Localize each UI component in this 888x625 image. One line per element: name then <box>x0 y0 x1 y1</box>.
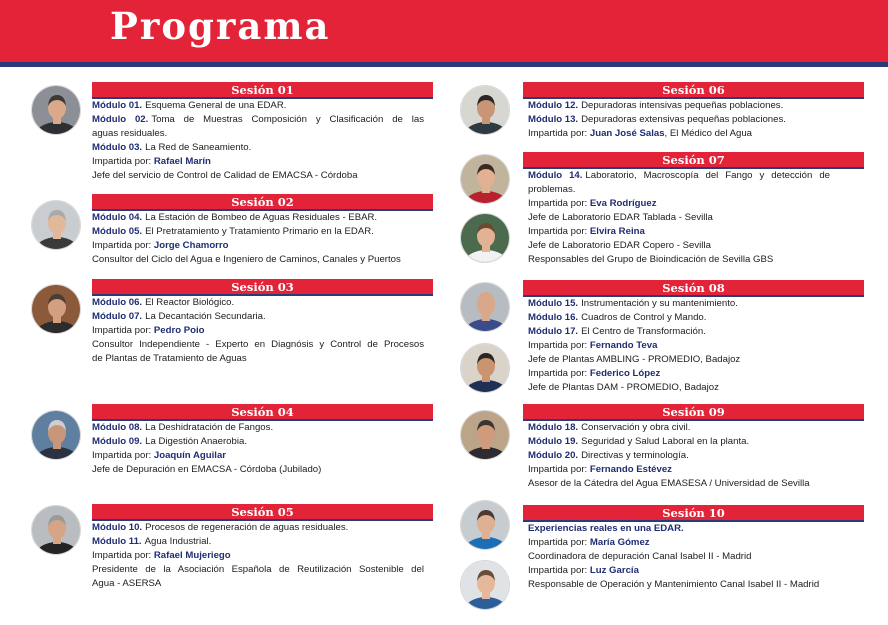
module-label: Módulo 14. <box>528 170 583 181</box>
session-content <box>528 169 830 267</box>
content-line <box>528 449 830 463</box>
content-line <box>528 211 830 225</box>
page-title: Programa <box>110 4 331 48</box>
speaker-name: Rafael Marín <box>153 156 211 167</box>
content-line <box>528 127 830 141</box>
content-line <box>92 239 424 253</box>
line-text: Conservación y obra civil. <box>581 422 691 433</box>
speaker-prefix: Impartida por: <box>528 565 588 576</box>
portrait-icon <box>461 283 510 332</box>
speaker-name: María Gómez <box>589 537 650 548</box>
session-header: Sesión 09 <box>523 404 864 421</box>
speaker-prefix: Impartida por: <box>528 128 588 139</box>
content-line <box>92 449 424 463</box>
session-content <box>92 99 424 183</box>
content-line <box>528 311 830 325</box>
module-label: Módulo 18. <box>528 422 579 433</box>
content-line <box>92 113 424 127</box>
speaker-photo <box>31 410 81 460</box>
content-line <box>528 99 830 113</box>
content-line <box>528 325 830 339</box>
speaker-affiliation: , El Médico del Agua <box>664 128 753 139</box>
session-header: Sesión 06 <box>523 82 864 99</box>
content-line <box>528 253 830 267</box>
content-line <box>528 564 830 578</box>
speaker-name: Jorge Chamorro <box>153 240 229 251</box>
line-text: Cuadros de Control y Mando. <box>581 312 707 323</box>
line-text: La Decantación Secundaria. <box>145 311 266 322</box>
content-line <box>528 463 830 477</box>
line-text: Laboratorio, Macroscopía del Fango y detección de <box>585 170 830 181</box>
speaker-name: Joaquín Aguilar <box>153 450 227 461</box>
session-header: Sesión 03 <box>92 279 433 296</box>
module-label: Módulo 08. <box>92 422 143 433</box>
module-label: Módulo 17. <box>528 326 579 337</box>
line-text: Jefe del servicio de Control de Calidad de EMACSA - Córdoba <box>92 170 358 181</box>
content-line <box>92 435 424 449</box>
module-label: Módulo 15. <box>528 298 579 309</box>
session-header: Sesión 02 <box>92 194 433 211</box>
content-line <box>92 521 424 535</box>
speaker-photo <box>460 282 510 332</box>
module-label: Módulo 07. <box>92 311 143 322</box>
line-text: Instrumentación y su mantenimiento. <box>581 298 738 309</box>
speaker-photo <box>31 284 81 334</box>
speaker-name: Juan José Salas <box>589 128 665 139</box>
line-text: La Estación de Bombeo de Aguas Residuales - EBAR. <box>145 212 378 223</box>
content-line <box>92 352 424 366</box>
content-line <box>92 127 424 141</box>
line-text: Seguridad y Salud Laboral en la planta. <box>581 436 750 447</box>
module-label: Módulo 09. <box>92 436 143 447</box>
speaker-photo <box>460 343 510 393</box>
speaker-prefix: Impartida por: <box>528 226 588 237</box>
content-line <box>92 155 424 169</box>
speaker-photo <box>31 505 81 555</box>
line-text: Presidente de la Asociación Española de Reutilización Sostenible del <box>92 564 424 575</box>
session-content <box>92 296 424 366</box>
portrait-icon <box>32 411 81 460</box>
speaker-name: Federico López <box>589 368 661 379</box>
content-line <box>92 296 424 310</box>
content-line <box>92 463 424 477</box>
content-line <box>528 239 830 253</box>
line-text: Jefe de Laboratorio EDAR Copero - Sevilla <box>528 240 711 251</box>
speaker-photo <box>31 85 81 135</box>
line-text: Jefe de Plantas AMBLING - PROMEDIO, Badajoz <box>528 354 741 365</box>
portrait-icon <box>32 506 81 555</box>
content-line <box>92 169 424 183</box>
content-line <box>528 197 830 211</box>
content-line <box>528 169 830 183</box>
speaker-prefix: Impartida por: <box>528 198 588 209</box>
portrait-icon <box>461 501 510 550</box>
module-label: Módulo 19. <box>528 436 579 447</box>
line-text: Jefe de Plantas DAM - PROMEDIO, Badajoz <box>528 382 719 393</box>
module-label: Módulo 10. <box>92 522 143 533</box>
content-line <box>92 577 424 591</box>
speaker-name: Pedro Poio <box>153 325 205 336</box>
line-text: Jefe de Laboratorio EDAR Tablada - Sevilla <box>528 212 713 223</box>
module-label: Módulo 05. <box>92 226 143 237</box>
content-line <box>92 421 424 435</box>
module-label: Módulo 06. <box>92 297 143 308</box>
speaker-name: Elvira Reina <box>589 226 645 237</box>
module-label: Módulo 20. <box>528 450 579 461</box>
line-text: Consultor Independiente - Experto en Diagnósis y Control de Procesos <box>92 339 424 350</box>
content-line <box>528 225 830 239</box>
content-line <box>92 563 424 577</box>
session-header: Sesión 04 <box>92 404 433 421</box>
speaker-name: Fernando Estévez <box>589 464 672 475</box>
line-text: de Plantas de Tratamiento de Aguas <box>92 353 247 364</box>
portrait-icon <box>461 411 510 460</box>
content-line <box>528 522 830 536</box>
portrait-icon <box>461 214 510 263</box>
content-line <box>92 225 424 239</box>
session-content <box>528 297 830 395</box>
content-line <box>528 435 830 449</box>
content-line <box>92 324 424 338</box>
content-line <box>528 550 830 564</box>
line-text: Toma de Muestras Composición y Clasificación de las <box>151 114 425 125</box>
content-line <box>528 421 830 435</box>
speaker-name: Rafael Mujeriego <box>153 550 231 561</box>
session-header: Sesión 07 <box>523 152 864 169</box>
line-text: Procesos de regeneración de aguas residuales. <box>145 522 349 533</box>
line-text: Depuradoras extensivas pequeñas poblaciones. <box>581 114 786 125</box>
session-content <box>528 99 830 141</box>
line-text: El Pretratamiento y Tratamiento Primario en la EDAR. <box>145 226 374 237</box>
content-line <box>528 297 830 311</box>
content-line <box>92 310 424 324</box>
line-text: Asesor de la Cátedra del Agua EMASESA / Universidad de Sevilla <box>528 478 810 489</box>
line-text: Consultor del Ciclo del Agua e Ingeniero de Caminos, Canales y Puertos <box>92 254 401 265</box>
speaker-prefix: Impartida por: <box>92 550 152 561</box>
content-line <box>528 578 830 592</box>
speaker-prefix: Impartida por: <box>92 156 152 167</box>
line-text: Responsables del Grupo de Bioindicación de Sevilla GBS <box>528 254 774 265</box>
content-line <box>92 549 424 563</box>
content-line <box>528 113 830 127</box>
content-line <box>92 253 424 267</box>
line-text: La Deshidratación de Fangos. <box>145 422 274 433</box>
session-content <box>92 421 424 477</box>
speaker-prefix: Impartida por: <box>528 464 588 475</box>
header-banner <box>0 0 888 62</box>
module-label: Módulo 03. <box>92 142 143 153</box>
speaker-photo <box>460 213 510 263</box>
speaker-photo <box>460 85 510 135</box>
line-text: Directivas y terminología. <box>581 450 689 461</box>
module-label: Módulo 16. <box>528 312 579 323</box>
content-line <box>92 211 424 225</box>
content-line <box>92 99 424 113</box>
line-text: Coordinadora de depuración Canal Isabel II - Madrid <box>528 551 752 562</box>
content-line <box>528 536 830 550</box>
speaker-photo <box>460 154 510 204</box>
module-label: Módulo 02. <box>92 114 149 125</box>
portrait-icon <box>32 285 81 334</box>
portrait-icon <box>461 155 510 204</box>
line-text: problemas. <box>528 184 576 195</box>
line-text: Agua - ASERSA <box>92 578 162 589</box>
content-line <box>528 353 830 367</box>
line-text: La Red de Saneamiento. <box>145 142 252 153</box>
line-text: Esquema General de una EDAR. <box>145 100 287 111</box>
session-content <box>528 421 830 491</box>
line-text: El Centro de Transformación. <box>581 326 706 337</box>
line-text: aguas residuales. <box>92 128 168 139</box>
content-line <box>528 477 830 491</box>
speaker-photo <box>31 200 81 250</box>
speaker-prefix: Impartida por: <box>528 537 588 548</box>
content-line <box>528 367 830 381</box>
session-header: Sesión 10 <box>523 505 864 522</box>
module-label: Módulo 13. <box>528 114 579 125</box>
content-line <box>528 381 830 395</box>
session-header: Sesión 05 <box>92 504 433 521</box>
content-line <box>92 141 424 155</box>
content-line <box>92 338 424 352</box>
speaker-photo <box>460 560 510 610</box>
module-label: Experiencias reales en una EDAR. <box>528 523 684 534</box>
speaker-prefix: Impartida por: <box>92 240 152 251</box>
session-header: Sesión 01 <box>92 82 433 99</box>
speaker-photo <box>460 410 510 460</box>
line-text: Agua Industrial. <box>144 536 212 547</box>
content-line <box>528 339 830 353</box>
session-header: Sesión 08 <box>523 280 864 297</box>
line-text: Jefe de Depuración en EMACSA - Córdoba (Jubilado) <box>92 464 322 475</box>
speaker-prefix: Impartida por: <box>92 325 152 336</box>
content-line <box>92 535 424 549</box>
speaker-name: Eva Rodríguez <box>589 198 657 209</box>
line-text: Depuradoras intensivas pequeñas poblaciones. <box>581 100 784 111</box>
content-line <box>528 183 830 197</box>
module-label: Módulo 04. <box>92 212 143 223</box>
speaker-photo <box>460 500 510 550</box>
session-content <box>92 521 424 591</box>
portrait-icon <box>32 201 81 250</box>
line-text: Responsable de Operación y Mantenimiento Canal Isabel II - Madrid <box>528 579 820 590</box>
portrait-icon <box>461 86 510 135</box>
portrait-icon <box>461 561 510 610</box>
speaker-prefix: Impartida por: <box>528 340 588 351</box>
session-content <box>92 211 424 267</box>
session-content <box>528 522 830 592</box>
module-label: Módulo 11. <box>92 536 142 547</box>
speaker-name: Fernando Teva <box>589 340 658 351</box>
speaker-prefix: Impartida por: <box>92 450 152 461</box>
speaker-name: Luz García <box>589 565 639 576</box>
line-text: La Digestión Anaerobia. <box>145 436 247 447</box>
portrait-icon <box>461 344 510 393</box>
header-divider <box>0 62 888 67</box>
module-label: Módulo 12. <box>528 100 579 111</box>
line-text: El Reactor Biológico. <box>145 297 235 308</box>
portrait-icon <box>32 86 81 135</box>
module-label: Módulo 01. <box>92 100 143 111</box>
speaker-prefix: Impartida por: <box>528 368 588 379</box>
